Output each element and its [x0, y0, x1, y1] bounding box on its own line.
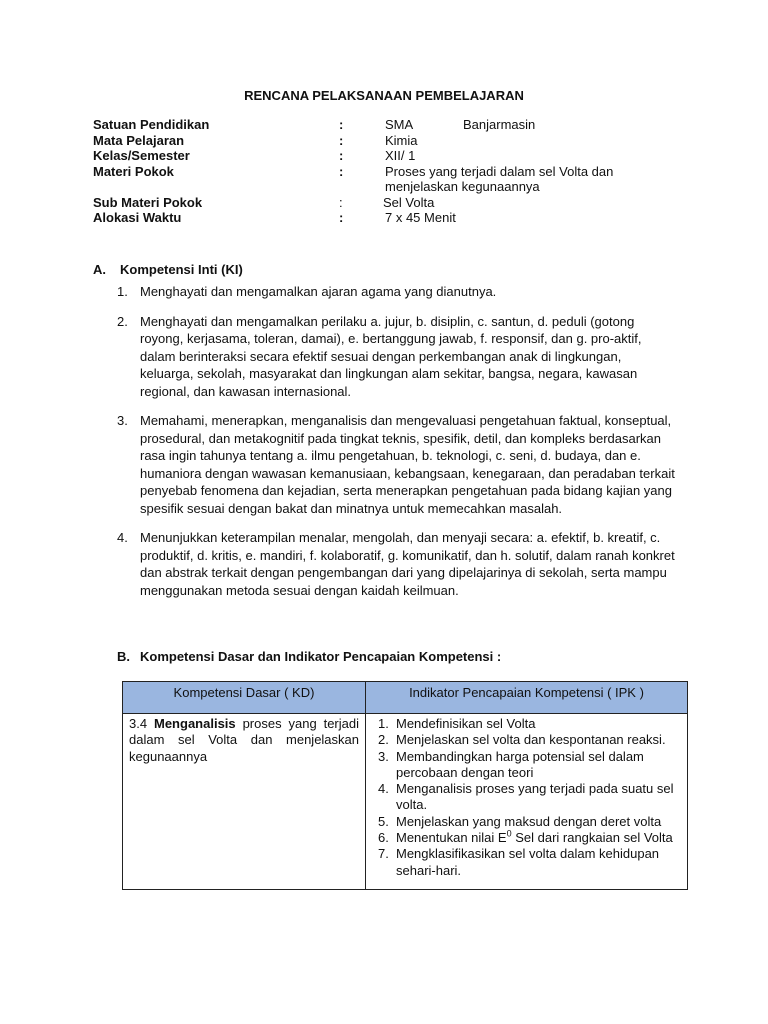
kd-verb: Menganalisis: [154, 716, 236, 731]
ipk-item: [378, 814, 681, 830]
list-number: 2.: [378, 732, 389, 748]
identity-label: Sub Materi Pokok: [93, 194, 203, 210]
ipk-text-before: Menentukan nilai E: [396, 830, 507, 846]
ki-text: Menghayati dan mengamalkan ajaran agama yang dianutnya.: [140, 284, 497, 299]
identity-row-materi: [93, 164, 693, 195]
identity-colon: :: [339, 194, 343, 210]
section-letter: A.: [93, 262, 106, 277]
kd-number: 3.4: [129, 716, 148, 731]
identity-row-mapel: [93, 133, 693, 149]
identity-value: 7 x 45 Menit: [385, 210, 456, 225]
list-number: 4.: [378, 781, 389, 797]
ipk-text: Membandingkan harga potensial sel dalam percobaan dengan teori: [396, 748, 644, 780]
list-number: 2.: [117, 313, 128, 329]
document-title: RENCANA PELAKSANAAN PEMBELAJARAN: [244, 88, 524, 103]
superscript-zero: 0: [506, 828, 512, 839]
ipk-text: Menjelaskan sel volta dan kespontanan reaksi.: [396, 732, 666, 748]
identity-row-alokasi: [93, 210, 693, 226]
identity-colon: :: [339, 163, 344, 179]
ipk-item: [378, 716, 681, 732]
ki-item: [117, 283, 677, 301]
ki-text: Menghayati dan mengamalkan perilaku a. jujur, b. disiplin, c. santun, d. peduli (gotong royong, kerjasama, toleran, damai), e. bertanggung jawab, f. responsif, dan g. pro-aktif, dalam berinteraksi secara efektif sesuai dengan perkembangan anak di lingkungan, keluarga, sekolah, masyarakat dan lingkungan alam sekitar, bangsa, negara, kawasan regional, dan kawasan internasional.: [140, 313, 642, 399]
ki-item: [117, 412, 677, 517]
identity-label: Mata Pelajaran: [93, 132, 185, 148]
identity-label: Alokasi Waktu: [93, 210, 182, 225]
ipk-text: Mendefinisikan sel Volta: [396, 716, 536, 731]
section-title: Kompetensi Inti (KI): [120, 262, 243, 277]
identity-colon: :: [339, 132, 344, 148]
identity-colon: :: [339, 148, 344, 163]
list-number: 4.: [117, 530, 128, 545]
list-number: 1.: [378, 716, 389, 731]
ki-text: Menunjukkan keterampilan menalar, mengolah, dan menyaji secara: a. efektif, b. kreatif, c. produktif, d. kritis, e. mandiri, f. kolaboratif, g. komunikatif, dan h. solutif, dalam ranah konkret dan abstrak terkait dengan pengembangan dari yang dipelajarinya di sekolah, serta mampu menggunakan metoda sesuai dengan kaidah keilmuan.: [140, 530, 675, 598]
ipk-item: [378, 846, 681, 879]
ipk-item: [378, 749, 681, 782]
ipk-text-after: Sel dari rangkaian sel Volta: [511, 830, 673, 846]
identity-value: Proses yang terjadi dalam sel Volta dan menjelaskan kegunaannya: [385, 163, 614, 194]
ipk-item: [378, 830, 681, 846]
list-number: 3.: [117, 413, 128, 428]
ipk-text: Menganalisis proses yang terjadi pada suatu sel volta.: [396, 781, 674, 813]
identity-value: XII/ 1: [385, 148, 416, 163]
list-number: 5.: [378, 813, 389, 829]
identity-colon: :: [339, 117, 344, 132]
ipk-item: [378, 781, 681, 814]
list-number: 1.: [117, 284, 128, 299]
section-title: Kompetensi Dasar dan Indikator Pencapaian Kompetensi :: [140, 649, 502, 664]
table-header-row: [123, 682, 688, 714]
ki-text: Memahami, menerapkan, menganalisis dan mengevaluasi pengetahuan faktual, konseptual, prosedural, dan metakognitif pada tingkat teknis, spesifik, detil, dan kompleks berdasarkan rasa ingin tahunya tentang a. ilmu pengetahuan, b. teknologi, c. seni, d. budaya, dan e. humaniora dengan wawasan kemanusiaan, kebangsaan, kenegaraan, dan peradaban terkait penyebab fenomena dan kejadian, serta menerapkan pengetahuan pada bidang kajian yang spesifik sesuai dengan bakat dan minatnya untuk memecahkan masalah.: [140, 413, 675, 516]
identity-label: Materi Pokok: [93, 163, 174, 179]
ki-list: [117, 283, 677, 611]
kd-description: proses yang terjadi dalam sel Volta dan menjelaskan kegunaannya: [129, 716, 359, 764]
ipk-item: [378, 732, 681, 748]
identity-label: Satuan Pendidikan: [93, 117, 210, 132]
list-number: 7.: [378, 846, 389, 862]
ipk-text: Mengklasifikasikan sel volta dalam kehidupan sehari-hari.: [396, 846, 660, 878]
section-b-heading: [117, 648, 501, 666]
identity-row-satuan: [93, 117, 693, 133]
table-header-ipk: Indikator Pencapaian Kompetensi ( IPK ): [366, 682, 688, 714]
ki-item: [117, 313, 677, 401]
identity-block: [93, 117, 693, 226]
list-number: 6.: [378, 830, 389, 846]
ipk-cell: [366, 714, 688, 890]
identity-colon: :: [339, 210, 344, 225]
identity-value-city: Banjarmasin: [463, 117, 536, 132]
kd-cell: [123, 714, 366, 890]
ipk-text: Menjelaskan yang maksud dengan deret volta: [396, 813, 662, 829]
identity-label: Kelas/Semester: [93, 148, 190, 163]
table-header-kd: Kompetensi Dasar ( KD): [123, 682, 366, 714]
identity-row-submateri: [93, 195, 693, 211]
ki-item: [117, 529, 677, 599]
kd-ipk-table: [122, 681, 688, 890]
table-row: [123, 714, 688, 890]
section-letter: B.: [117, 649, 130, 664]
identity-value: Sel Volta: [383, 194, 435, 210]
list-number: 3.: [378, 748, 389, 764]
section-a-heading: [93, 261, 243, 279]
identity-value: SMA: [385, 117, 414, 132]
identity-row-kelas: [93, 148, 693, 164]
identity-value: Kimia: [385, 132, 418, 148]
